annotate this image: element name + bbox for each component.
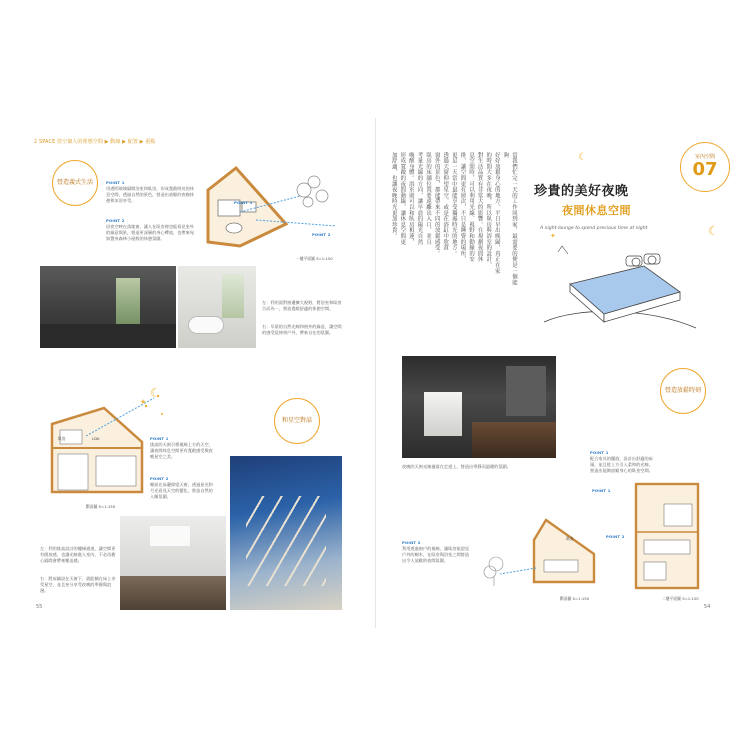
floor-plan-1 xyxy=(196,160,356,256)
skylight-photo xyxy=(230,456,342,610)
stair-photo xyxy=(120,516,226,610)
page-subtitle: 夜間休息空間 xyxy=(562,204,631,217)
page-number-left: 55 xyxy=(36,604,43,610)
text-col-11: 考量光線的方向，讓早晨的陽光自然 xyxy=(416,152,423,245)
night-corridor-photo xyxy=(402,356,556,458)
bed-illustration xyxy=(540,232,700,346)
plan-point-2-label: POINT 2 xyxy=(312,232,331,237)
vertical-body-text xyxy=(390,152,518,290)
plan2-point-1-label: POINT 1 xyxy=(592,488,611,493)
point-1-title-s2: POINT 1 xyxy=(150,436,169,441)
text-col-2: 好好放鬆身心的地方。平日早出晚歸，真正在家 xyxy=(493,152,500,274)
point-2-text-s2: 睡前在床邊仰望天窗，透過星光和月光看見天空的變化，營造自然的入睡氛圍。 xyxy=(150,482,213,499)
text-col-4: 對生活品質有非常大的影響。在規劃夜間休 xyxy=(476,152,483,263)
bedroom-photo xyxy=(40,266,176,348)
floor-plan-2-scale: 二樓平面圖 S=1:150 xyxy=(662,596,699,601)
star-icon: ★ xyxy=(140,398,147,406)
photo-caption-1: 左：利用面對窗邊擴大視野，將浴室和臥房合而為一，營造寬敞舒適的休憩空間。 xyxy=(262,300,342,311)
photo-caption-2: 右：早晨的自然光線和窗外的綠意，讓空間的感受延伸到戶外，帶來自在的氛圍。 xyxy=(262,324,342,335)
section-drawing-right-scale: 斷面圖 S=1:150 xyxy=(560,596,590,601)
text-col-3: 的時間大多在夜晚，所以臥房與浴室的設計， xyxy=(485,152,492,268)
section-badge-2: 和星空對話 xyxy=(274,398,320,444)
bathroom-photo xyxy=(178,266,256,348)
point-2-title-s2: POINT 2 xyxy=(150,476,169,481)
text-col-12: 喚醒身體。浴室則可以和臥房相連， xyxy=(407,152,414,245)
point-2-text: 因夜空映在落地窗，讓人在臥房裡也能看見室外的綠意與景，營造更深層的身心釋放，也帶來宛如置身森林小屋般的休憩氛圍。 xyxy=(106,224,194,241)
text-col-13: 形成寬敞的夜間動線，讓休息空間更 xyxy=(399,152,406,245)
photo-caption-right: 夜晚的天窗光線灑落在走道上，營造出寧靜而溫暖的氛圍。 xyxy=(402,464,511,469)
plan-point-1-label: POINT 1 xyxy=(234,200,253,205)
moon-icon-right: ☾ xyxy=(708,224,719,238)
text-col-7: 更是一天當中最能享受獨處時光的地方。 xyxy=(450,152,457,257)
text-col-1: 當我們忙完一天的工作回到家，最需要的便是一個能夠 xyxy=(502,152,517,286)
point-2-title: POINT 2 xyxy=(106,218,125,223)
text-col-6: 排，讓空間更有層次，不只是睡覺的場所， xyxy=(459,152,466,263)
photo-caption-3: 左：利用挑高設計的樓梯通道，讓空間更有開放感，也讓光線進入室內，不必再擔心隔間會帶來壓迫感。 xyxy=(40,546,116,563)
section-badge-1: 營造義式生活 xyxy=(52,160,98,206)
text-col-9: 窗外的景色，都能帶來不同的放鬆感受。 xyxy=(433,152,440,257)
point-1-title: POINT 1 xyxy=(106,180,125,185)
floor-plan-1-scale: 一樓平面圖 S=1:150 xyxy=(296,256,333,261)
text-col-10: 臥房的床舖位置要遠離出入口，並且 xyxy=(425,152,432,245)
point-1-title-s3: POINT 1 xyxy=(590,450,609,455)
book-gutter xyxy=(375,118,376,628)
moon-icon-top: ☾ xyxy=(578,152,587,163)
room-label-right: 臥房 xyxy=(566,536,574,541)
section-badge-3: 營造放鬆時刻 xyxy=(660,368,706,414)
floor-plan-2 xyxy=(630,478,706,596)
chapter-tag: 室內空間 xyxy=(694,154,715,161)
section-drawing-scale: 斷面圖 S=1:150 xyxy=(86,504,116,509)
room-label-ldk: LDK xyxy=(92,436,100,441)
section-drawing-right xyxy=(476,512,596,594)
star-icon-right: ✦ xyxy=(550,232,556,240)
text-col-14: 加舒適，也讓夜晚時光更加珍貴。 xyxy=(390,152,397,239)
room-label-bedroom: 臥房 xyxy=(58,436,66,441)
point-1-text: 用透明玻璃隔開浴室和臥房，形成寬敞明亮的休息空間，透過自然的景色，營造出放鬆的夜晚休憩和沐浴享受。 xyxy=(106,186,194,203)
point-2-title-s3: POINT 2 xyxy=(402,540,421,545)
point-1-text-s3: 配合家具的擺放，設計出舒適的床頭，並且從上方引入柔和的光線，營造出能夠放鬆身心的臥室空間。 xyxy=(590,456,653,473)
chapter-badge xyxy=(680,142,730,192)
page-title: 珍貴的美好夜晚 xyxy=(534,184,629,199)
photo-caption-4: 右：將床舖設在天窗下，就能躺在床上享受星空，並且充分享受夜晚的寧靜與浪漫。 xyxy=(40,576,116,593)
text-col-5: 息空間時，可以利用光線、視野和動線的安 xyxy=(468,152,475,263)
english-title: A night-lounge to spend precious time at night xyxy=(540,226,648,231)
page-number-right: 54 xyxy=(704,604,711,610)
plan2-point-2-label: POINT 2 xyxy=(606,534,625,539)
point-1-text-s2: 挑高的天窗引導視線上方的天空，讓夜間休息空間更有寬敞感受與夜晚星空之美。 xyxy=(150,442,213,459)
chapter-number: 07 xyxy=(692,158,718,180)
text-col-8: 透過天窗仰望星空，或是在浴缸中欣賞 xyxy=(442,152,449,251)
running-head: 2 SPACE 放空個人的理想空間 ▶ 動線 ▶ 配置 ▶ 重點 xyxy=(34,139,156,145)
point-2-text-s3: 利用透過窗戶的視線，讓臥房能望見戶外的樹木，在臥房與浴室之間營造出令人放鬆的夜間氛圍。 xyxy=(402,546,470,563)
moon-icon: ☾ xyxy=(150,386,161,400)
